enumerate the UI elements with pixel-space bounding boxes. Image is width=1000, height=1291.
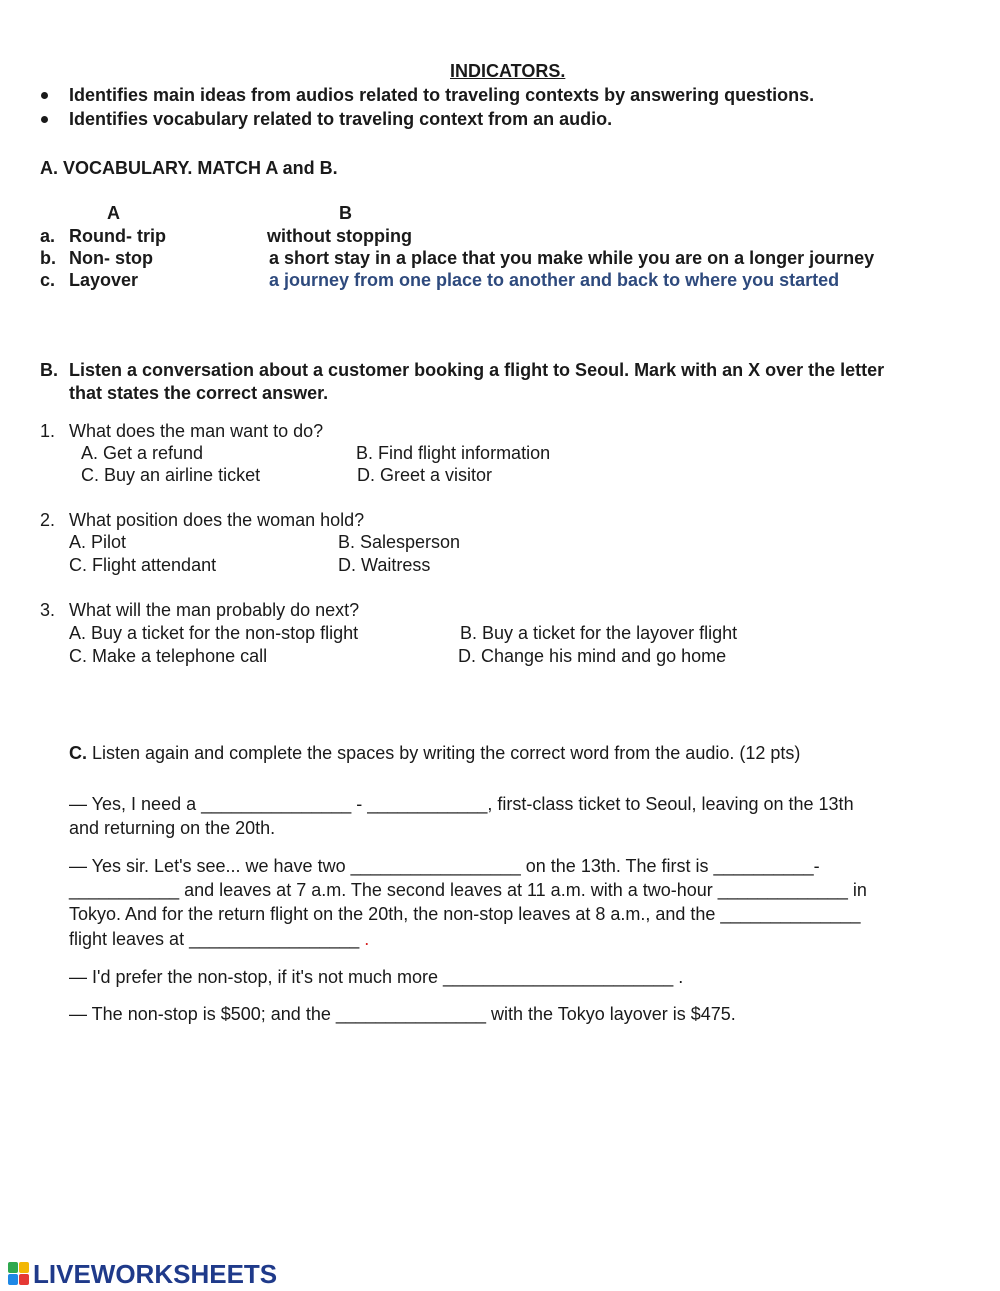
- option-b[interactable]: B. Salesperson: [338, 532, 461, 552]
- option-a[interactable]: A. Get a refund: [81, 443, 204, 463]
- question-text: What position does the woman hold?: [69, 510, 365, 530]
- section-b-heading-cont: that states the correct answer.: [69, 383, 329, 403]
- match-definition: without stopping: [267, 226, 412, 246]
- match-letter: a.: [40, 226, 56, 246]
- dialogue-line[interactable]: — I'd prefer the non-stop, if it's not much more _______________________ .: [69, 967, 684, 987]
- question-text: What will the man probably do next?: [69, 600, 360, 620]
- option-b[interactable]: B. Buy a ticket for the layover flight: [460, 623, 738, 643]
- column-a-label: A: [107, 203, 120, 223]
- indicator-2: Identifies vocabulary related to traveling context from an audio.: [69, 109, 613, 129]
- liveworksheets-logo: [8, 1259, 277, 1289]
- option-b[interactable]: B. Find flight information: [356, 443, 551, 463]
- page-title: INDICATORS.: [450, 61, 566, 81]
- question-text: What does the man want to do?: [69, 421, 324, 441]
- dialogue-line[interactable]: — Yes, I need a _______________ - ____________, first-class ticket to Seoul, leaving on the 13th: [69, 794, 854, 814]
- option-a[interactable]: A. Pilot: [69, 532, 127, 552]
- option-c[interactable]: C. Make a telephone call: [69, 646, 268, 666]
- question-number: 3.: [40, 600, 56, 620]
- question-number: 2.: [40, 510, 56, 530]
- option-d[interactable]: D. Greet a visitor: [357, 465, 493, 485]
- red-dot-mark: .: [364, 929, 370, 949]
- bullet-icon: [41, 116, 48, 123]
- match-term: Round- trip: [69, 226, 166, 246]
- question-number: 1.: [40, 421, 56, 441]
- brand-name: LIVEWORKSHEETS: [33, 1258, 278, 1289]
- column-b-label: B: [339, 203, 352, 223]
- match-definition: a short stay in a place that you make while you are on a longer journey: [269, 248, 875, 268]
- section-c-heading: [69, 742, 800, 764]
- bullet-icon: [41, 92, 48, 99]
- option-a[interactable]: A. Buy a ticket for the non-stop flight: [69, 623, 359, 643]
- section-a-heading: A. VOCABULARY. MATCH A and B.: [40, 158, 338, 178]
- option-c[interactable]: C. Flight attendant: [69, 555, 217, 575]
- dialogue-line[interactable]: ___________ and leaves at 7 a.m. The second leaves at 11 a.m. with a two-hour _____________ in: [69, 880, 867, 900]
- section-b-heading: Listen a conversation about a customer booking a flight to Seoul. Mark with an X over the letter: [69, 360, 885, 380]
- logo-blocks-icon: [8, 1262, 30, 1286]
- dialogue-line[interactable]: Tokyo. And for the return flight on the 20th, the non-stop leaves at 8 a.m., and the ______________: [69, 904, 861, 924]
- match-term: Layover: [69, 270, 139, 290]
- dialogue-line-text[interactable]: flight leaves at _________________: [69, 929, 360, 949]
- dialogue-line[interactable]: [69, 928, 369, 950]
- match-term: Non- stop: [69, 248, 153, 268]
- option-d[interactable]: D. Change his mind and go home: [458, 646, 727, 666]
- indicator-1: Identifies main ideas from audios related to traveling contexts by answering questions.: [69, 85, 815, 105]
- option-d[interactable]: D. Waitress: [338, 555, 431, 575]
- match-letter: b.: [40, 248, 56, 268]
- option-c[interactable]: C. Buy an airline ticket: [81, 465, 261, 485]
- dialogue-line: and returning on the 20th.: [69, 818, 276, 838]
- dialogue-line[interactable]: — Yes sir. Let's see... we have two _________________ on the 13th. The first is __________-: [69, 856, 820, 876]
- section-c-instruction: Listen again and complete the spaces by writing the correct word from the audio. (12 pts): [87, 743, 801, 763]
- match-letter: c.: [40, 270, 56, 290]
- section-b-letter: B.: [40, 360, 58, 380]
- match-definition: a journey from one place to another and back to where you started: [269, 270, 840, 290]
- section-c-letter: C.: [69, 743, 87, 763]
- dialogue-line[interactable]: — The non-stop is $500; and the _______________ with the Tokyo layover is $475.: [69, 1004, 736, 1024]
